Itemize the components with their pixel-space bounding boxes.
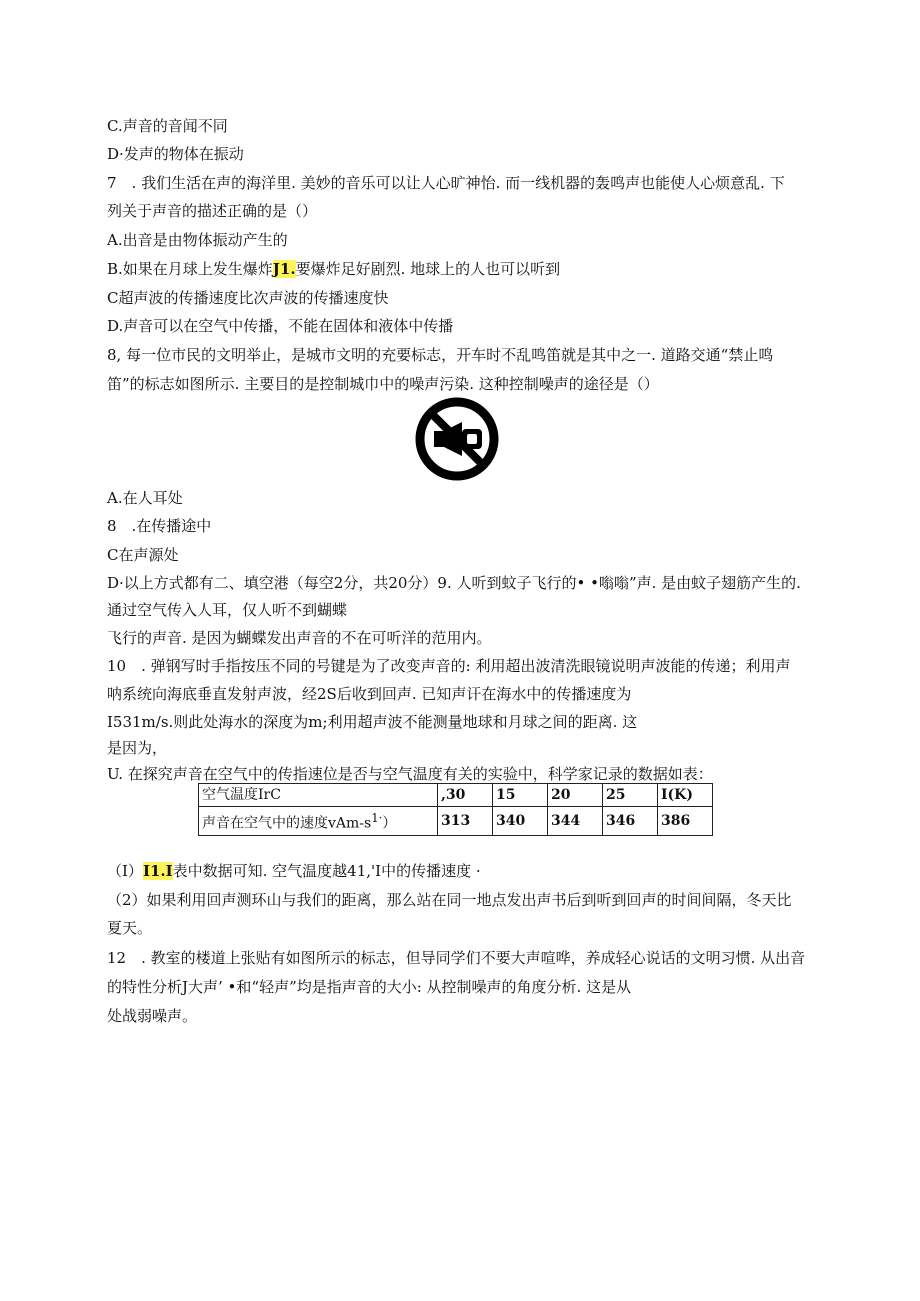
q10-line4: 是因为， bbox=[107, 739, 168, 757]
q11-part1-text: 表中数据可知. 空气温度越41,'I中的传播速度 · bbox=[172, 862, 481, 880]
q7-option-a: A.出音是由物体振动产生的 bbox=[107, 231, 288, 249]
table-cell: 15 bbox=[493, 784, 548, 807]
q10-line3: I531m/s.则此处海水的深度为m;利用超声波不能测量地球和月球之间的距离. 这 bbox=[107, 713, 638, 731]
q8-option-c: C在声源处 bbox=[107, 546, 179, 564]
q7-stem-line1: 7 . 我们生活在声的海洋里. 美妙的音乐可以让人心旷神怡. 而一线机器的轰鸣声也能使人心烦意乱. 下 bbox=[107, 174, 785, 192]
q7-stem-line2: 列关于声音的描述正确的是（） bbox=[107, 202, 318, 220]
table-row-label-sup: 1· bbox=[371, 811, 383, 825]
table-row-label: 空气温度IrC bbox=[199, 784, 438, 807]
q10-line1: 10 . 弹钢写时手指按压不同的号键是为了改变声音的: 利用超出波清洗眼镜说明声波能的传递；利用声 bbox=[107, 657, 791, 675]
table-cell: 344 bbox=[548, 807, 603, 836]
table-cell: 313 bbox=[438, 807, 493, 836]
table-row-label bbox=[199, 807, 438, 836]
q11-part2-line2: 夏天。 bbox=[107, 919, 153, 937]
table-cell: 340 bbox=[493, 807, 548, 836]
q8-option-d-and-q9: D·以上方式都有二、填空港（每空2分，共20分）9. 人听到蚊子飞行的• •嗡嗡”声. 是由蚊子翅筋产生的. bbox=[107, 574, 801, 592]
q11-part1 bbox=[107, 861, 481, 881]
q11-part1-prefix: （I） bbox=[107, 862, 143, 880]
table-cell: I(K) bbox=[658, 784, 713, 807]
table-cell: 386 bbox=[658, 807, 713, 836]
q11-data-table bbox=[198, 783, 713, 836]
q6-option-d: D·发声的物体在振动 bbox=[107, 145, 244, 163]
q11-stem: U. 在探究声音在空气中的传指速位是否与空气温度有关的实验中，科学家记录的数据如表： bbox=[107, 765, 713, 783]
q9-line3: 飞行的声音. 是因为蝴蝶发出声音的不在可听洋的范用内。 bbox=[107, 629, 492, 647]
q8-option-b: 8 .在传播途中 bbox=[107, 517, 212, 535]
q12-line2: 的特性分析J大声’ •和“轻声”均是指声音的大小: 从控制噪声的角度分析. 这是从 bbox=[107, 978, 632, 996]
no-honking-sign-icon bbox=[414, 396, 500, 482]
q12-line1: 12 . 教室的楼道上张贴有如图所示的标志，但导同学们不要大声喧哗，养成轻心说话的文明习惯. 从出音 bbox=[107, 949, 806, 967]
q6-option-c: C.声音的音闻不同 bbox=[107, 117, 228, 135]
q7-option-b bbox=[107, 259, 560, 279]
q7-option-c: C超声波的传播速度比次声波的传播速度快 bbox=[107, 289, 389, 307]
q7-option-b-text2: 要爆炸足好剧烈. 地球上的人也可以听到 bbox=[295, 260, 561, 278]
q8-option-a: A.在人耳处 bbox=[107, 489, 183, 507]
q9-line2: 通过空气传入人耳，仅人听不到蝴蝶 bbox=[107, 601, 348, 619]
q7-option-b-text1: B.如果在月球上发生爆炸 bbox=[107, 260, 273, 278]
table-row bbox=[199, 784, 713, 807]
q12-line3: 处战弱噪声。 bbox=[107, 1007, 198, 1025]
q11-part1-highlight: I1.I bbox=[142, 862, 173, 880]
table-cell: 20 bbox=[548, 784, 603, 807]
table-row-label-text: 声音在空气中的速度vAm-s bbox=[202, 815, 372, 832]
q11-part2-line1: （2）如果利用回声测环山与我们的距离，那么站在同一地点发出声书后到听到回声的时间间隔，冬天比 bbox=[107, 891, 792, 909]
table-row bbox=[199, 807, 713, 836]
q8-stem-line1: 8, 每一位市民的文明举止，是城市文明的充要标志，开车时不乱鸣笛就是其中之一. 道路交通“禁止鸣 bbox=[107, 346, 774, 364]
table-cell: 25 bbox=[603, 784, 658, 807]
q7-option-d: D.声音可以在空气中传播，不能在固体和液体中传播 bbox=[107, 317, 454, 335]
q7-option-b-highlight: J1. bbox=[272, 260, 296, 278]
q8-stem-line2: 笛”的标志如图所示. 主要目的是控制城巾中的噪声污染. 这种控制噪声的途径是（） bbox=[107, 375, 659, 393]
table-cell: 346 bbox=[603, 807, 658, 836]
table-row-label-end: ） bbox=[382, 815, 397, 832]
q10-line2: 呐系统向海底垂直发射声波，经2S后收到回声. 已知声讦在海水中的传播速度为 bbox=[107, 685, 632, 703]
table-cell: ,30 bbox=[438, 784, 493, 807]
